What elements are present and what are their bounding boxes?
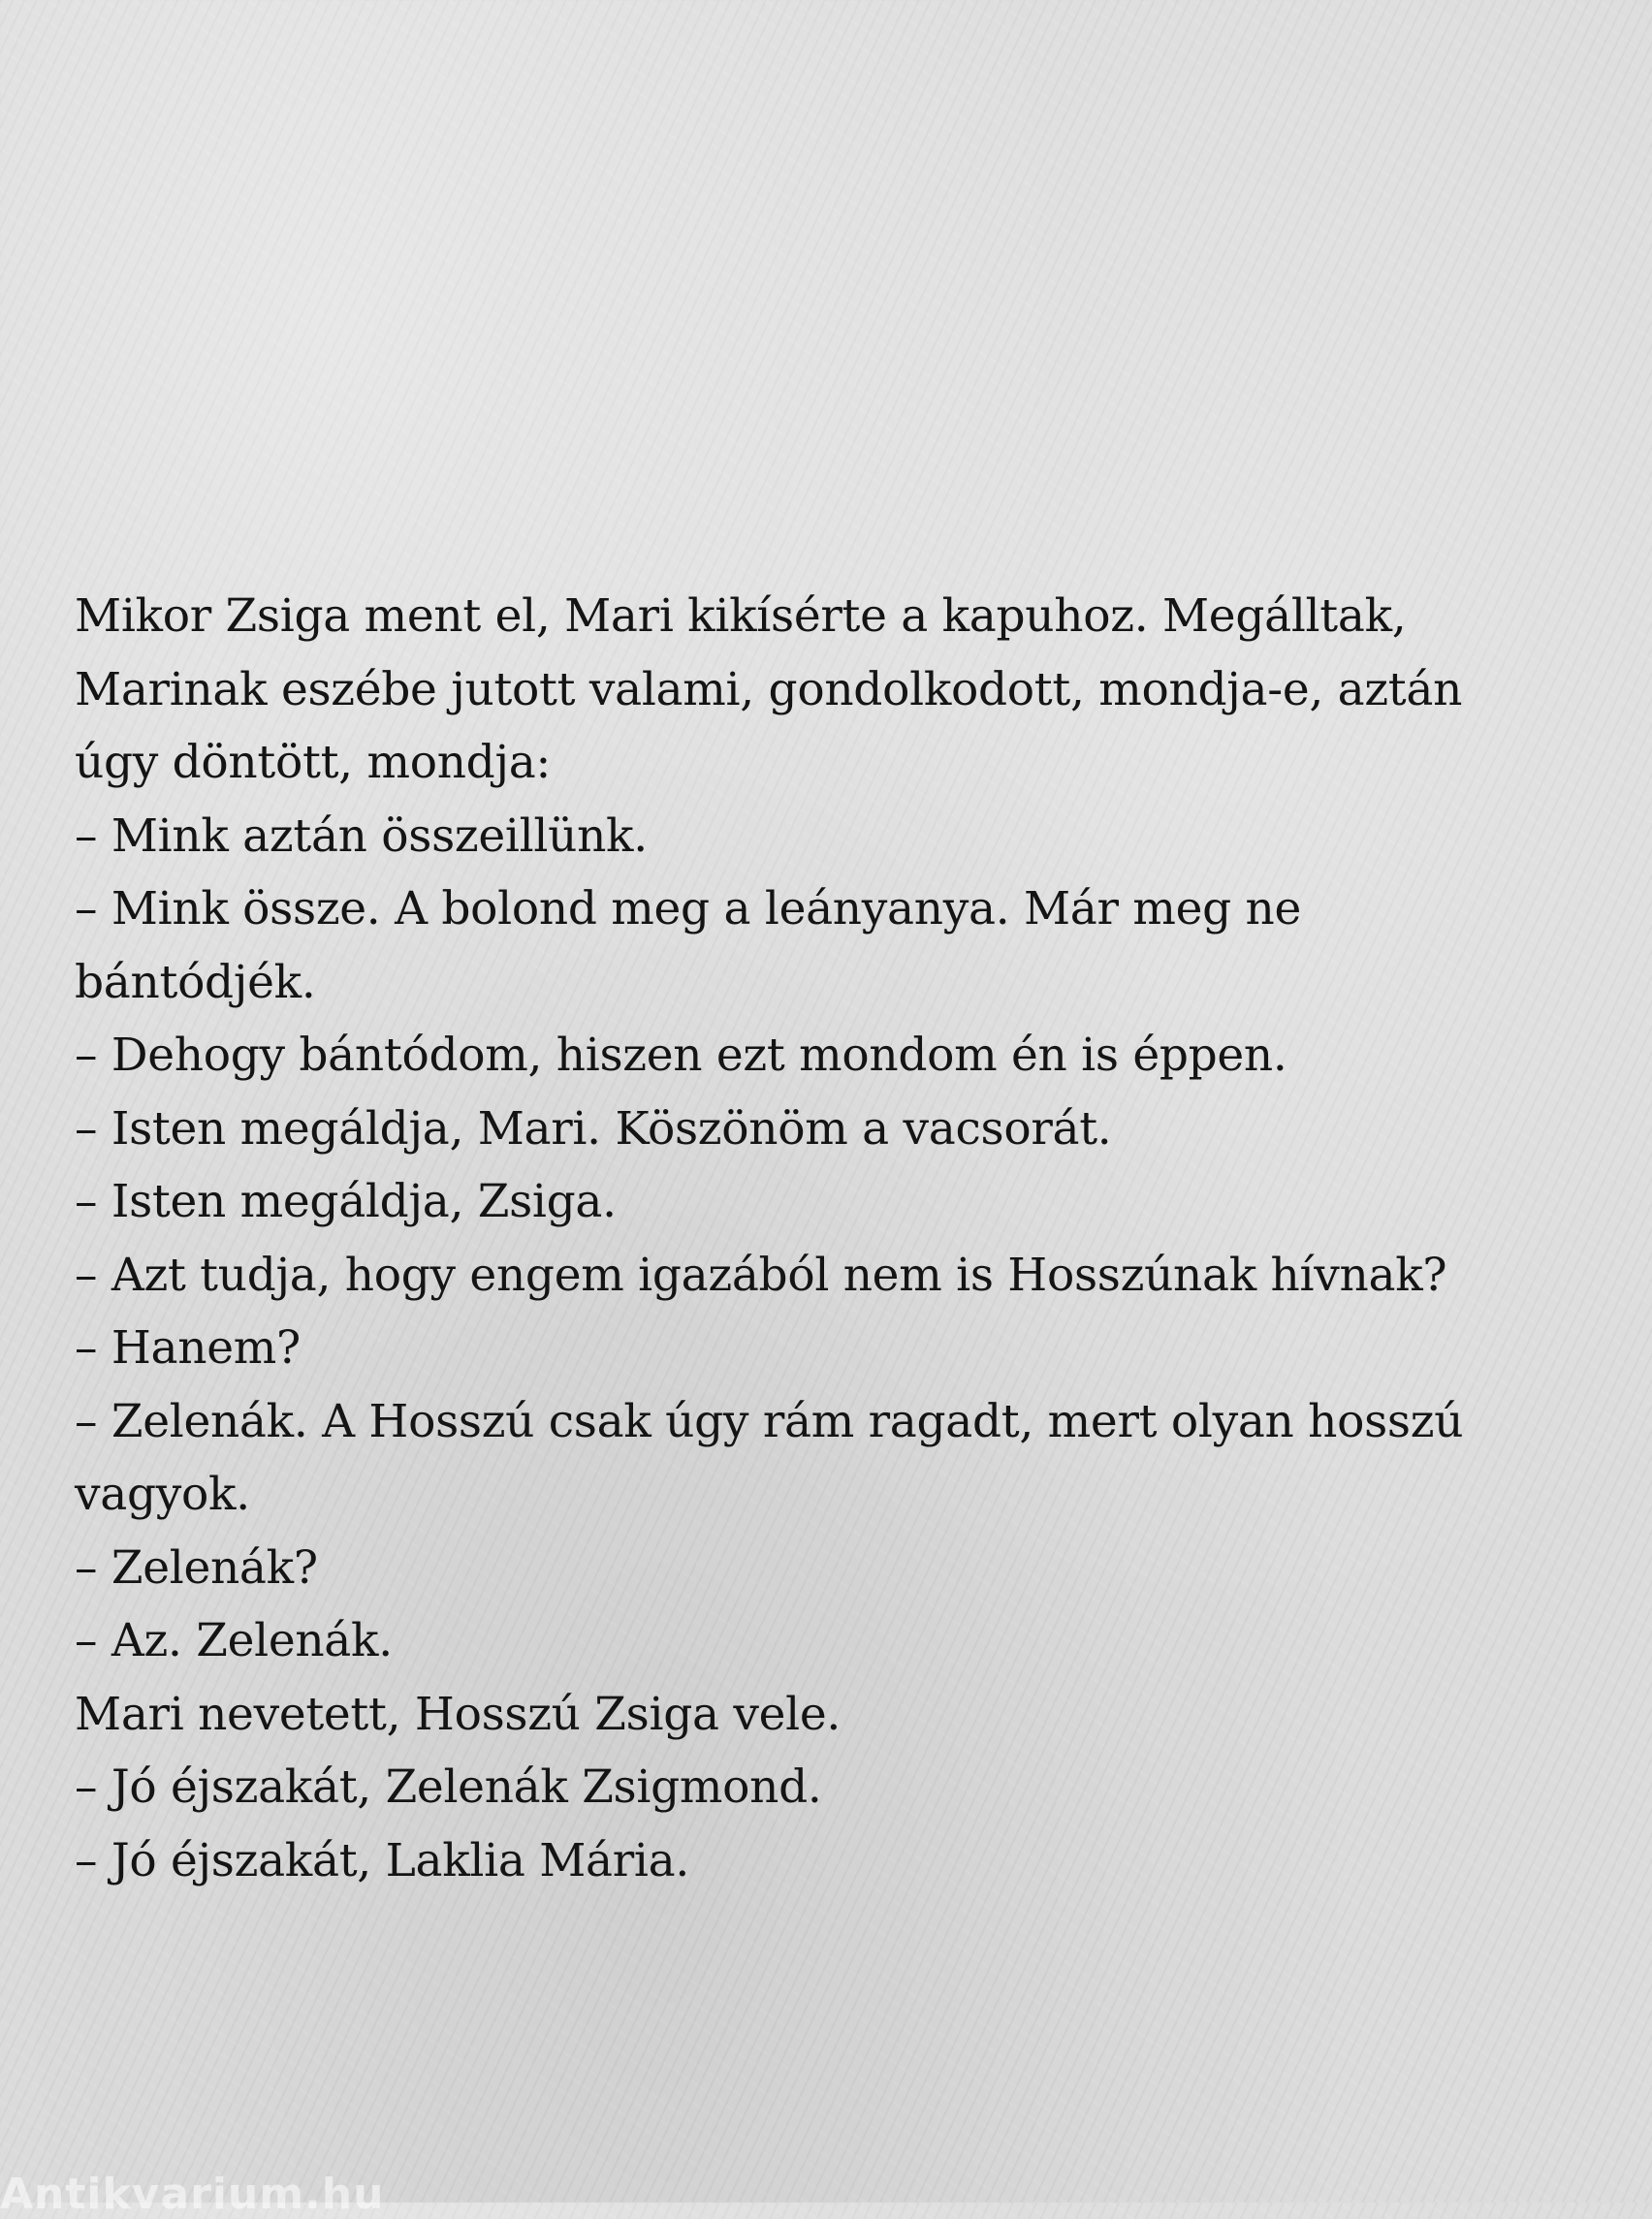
dialogue-line: – Isten megáldja, Zsiga. <box>75 1175 617 1228</box>
text-line: Marinak eszébe jutott valami, gondolkodott, mondja-e, aztán <box>75 662 1463 716</box>
dialogue-line: – Mink aztán összeillünk. <box>75 808 648 863</box>
dialogue-line: – Az. Zelenák. <box>75 1614 393 1667</box>
text-line: bántódjék. <box>75 955 316 1009</box>
dialogue-line: – Isten megáldja, Mari. Köszönöm a vacsorát. <box>75 1101 1112 1156</box>
dialogue-line: – Jó éjszakát, Zelenák Zsigmond. <box>75 1760 822 1814</box>
dialogue-line: – Hanem? <box>75 1321 301 1375</box>
text-line: vagyok. <box>75 1468 250 1521</box>
text-line: Mikor Zsiga ment el, Mari kikísérte a kapuhoz. Megálltak, <box>75 589 1407 643</box>
page-text <box>75 580 1587 1897</box>
dialogue-line: – Jó éjszakát, Laklia Mária. <box>75 1833 690 1887</box>
dialogue-line: – Mink össze. A bolond meg a leányanya. Már meg ne <box>75 882 1302 935</box>
text-line: Mari nevetett, Hosszú Zsiga vele. <box>75 1687 841 1741</box>
watermark: Antikvarium.hu <box>0 2170 385 2219</box>
text-line: úgy döntött, mondja: <box>75 736 551 789</box>
dialogue-line: – Zelenák. A Hosszú csak úgy rám ragadt, mert olyan hosszú <box>75 1394 1464 1448</box>
dialogue-line: – Zelenák? <box>75 1540 318 1595</box>
dialogue-line: – Azt tudja, hogy engem igazából nem is Hosszúnak hívnak? <box>75 1248 1447 1302</box>
dialogue-line: – Dehogy bántódom, hiszen ezt mondom én is éppen. <box>75 1029 1287 1082</box>
